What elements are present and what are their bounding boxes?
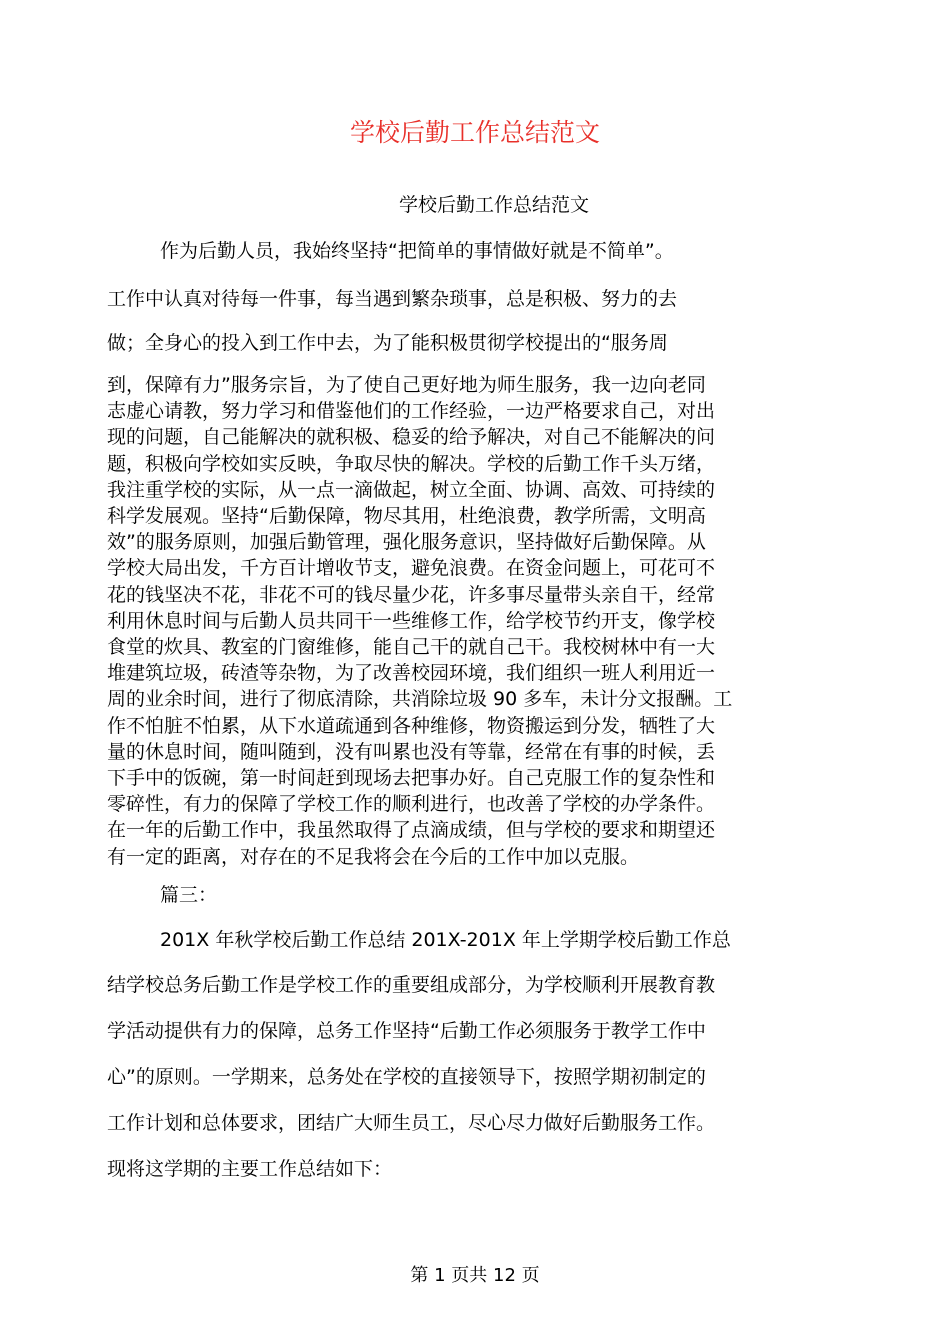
paragraph-line: 周的业余时间，进行了彻底清除，共消除垃圾 90 多车，未计分文报酬。工 — [107, 688, 733, 711]
paragraph-line: 量的休息时间，随叫随到，没有叫累也没有等靠，经常在有事的时候，丢 — [107, 740, 716, 763]
section-label: 篇三： — [160, 884, 218, 906]
paragraph-line: 花的钱坚决不花，非花不可的钱尽量少花，许多事尽量带头亲自干，经常 — [107, 583, 716, 606]
paragraph-line: 食堂的炊具、教室的门窗维修，能自己干的就自己干。我校树林中有一大 — [107, 636, 716, 659]
section-line: 学活动提供有力的保障，总务工作坚持“后勤工作必须服务于教学工作中 — [107, 1020, 706, 1042]
body-paragraph — [107, 372, 847, 870]
paragraph-line: 我注重学校的实际，从一点一滴做起，树立全面、协调、高效、可持续的 — [107, 478, 716, 501]
paragraph-line: 效”的服务原则，加强后勤管理，强化服务意识，坚持做好后勤保障。从 — [107, 531, 706, 554]
document-title: 学校后勤工作总结范文 — [349, 118, 600, 147]
document-subtitle: 学校后勤工作总结范文 — [398, 194, 589, 216]
section-line: 工作计划和总体要求，团结广大师生员工，尽心尽力做好后勤服务工作。 — [107, 1112, 716, 1134]
paragraph-line: 志虚心请教，努力学习和借鉴他们的工作经验，一边严格要求自己，对出 — [107, 400, 716, 423]
paragraph-line: 利用休息时间与后勤人员共同干一些维修工作，给学校节约开支，像学校 — [107, 609, 716, 632]
paragraph-line: 堆建筑垃圾，砖渣等杂物，为了改善校园环境，我们组织一班人利用近一 — [107, 662, 716, 685]
section-line: 现将这学期的主要工作总结如下： — [107, 1158, 393, 1180]
paragraph-line: 现的问题，自己能解决的就积极、稳妥的给予解决，对自己不能解决的问 — [107, 426, 716, 449]
intro-line: 工作中认真对待每一件事，每当遇到繁杂琐事，总是积极、努力的去 — [107, 288, 678, 310]
paragraph-line: 科学发展观。坚持“后勤保障，物尽其用，杜绝浪费，教学所需，文明高 — [107, 505, 706, 528]
page-footer: 第 1 页共 12 页 — [410, 1265, 540, 1286]
paragraph-line: 学校大局出发，千方百计增收节支，避免浪费。在资金问题上，可花可不 — [107, 557, 716, 580]
section-line: 心”的原则。一学期来，总务处在学校的直接领导下，按照学期初制定的 — [107, 1066, 706, 1088]
paragraph-line: 到，保障有力”服务宗旨，为了使自己更好地为师生服务，我一边向老同 — [107, 374, 706, 396]
paragraph-line: 下手中的饭碗，第一时间赶到现场去把事办好。自己克服工作的复杂性和 — [107, 767, 716, 790]
intro-line: 做；全身心的投入到工作中去，为了能积极贯彻学校提出的“服务周 — [107, 332, 668, 354]
section-line: 201X 年秋学校后勤工作总结 201X-201X 年上学期学校后勤工作总 — [160, 929, 731, 951]
paragraph-line: 在一年的后勤工作中，我虽然取得了点滴成绩，但与学校的要求和期望还 — [107, 819, 716, 842]
paragraph-line: 题，积极向学校如实反映，争取尽快的解决。学校的后勤工作千头万绪， — [107, 452, 716, 475]
intro-line: 作为后勤人员，我始终坚持“把简单的事情做好就是不简单”。 — [160, 240, 674, 262]
paragraph-line: 零碎性，有力的保障了学校工作的顺利进行，也改善了学校的办学条件。 — [107, 793, 716, 816]
paragraph-line: 作不怕脏不怕累，从下水道疏通到各种维修，物资搬运到分发，牺牲了大 — [107, 714, 716, 737]
paragraph-line: 有一定的距离，对存在的不足我将会在今后的工作中加以克服。 — [107, 845, 640, 868]
section-line: 结学校总务后勤工作是学校工作的重要组成部分，为学校顺利开展教育教 — [107, 974, 716, 996]
